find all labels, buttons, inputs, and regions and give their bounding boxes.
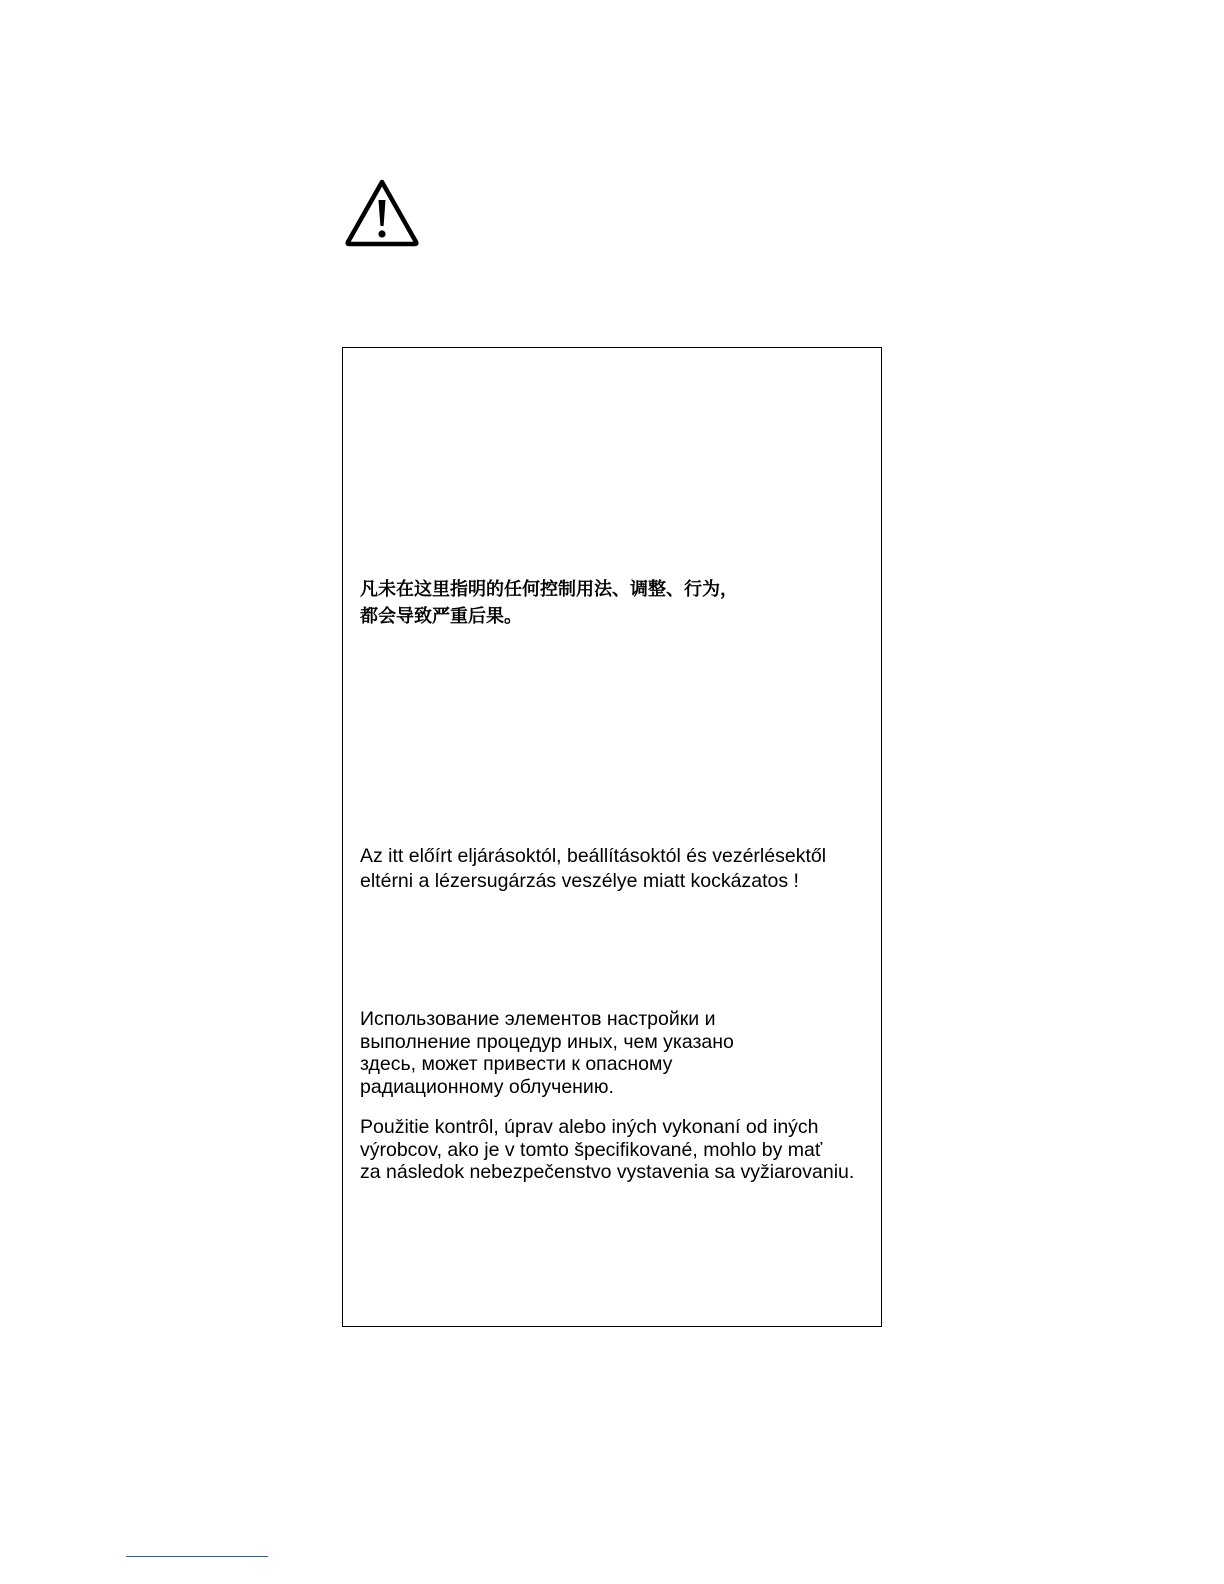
warning-triangle-icon xyxy=(344,178,420,248)
notice-chinese: 凡未在这里指明的任何控制用法、调整、行为， 都会导致严重后果。 xyxy=(360,579,738,627)
laser-notice-box xyxy=(342,347,882,1327)
notice-russian: Использование элементов настройки и выполнение процедур иных, чем указано здесь, может привести к опасному радиационному облучению. xyxy=(360,1008,734,1098)
notice-slovak: Použitie kontrôl, úprav alebo iných vykonaní od iných výrobcov, ako je v tomto špecifikované, mohlo by mať za následok nebezpečenstvo vystavenia sa vyžiarovaniu. xyxy=(360,1116,855,1183)
footnote-divider xyxy=(126,1556,268,1557)
notice-hungarian: Az itt előírt eljárásoktól, beállításoktól és vezérlésektől eltérni a lézersugárzás veszélye miatt kockázatos ! xyxy=(360,845,827,892)
